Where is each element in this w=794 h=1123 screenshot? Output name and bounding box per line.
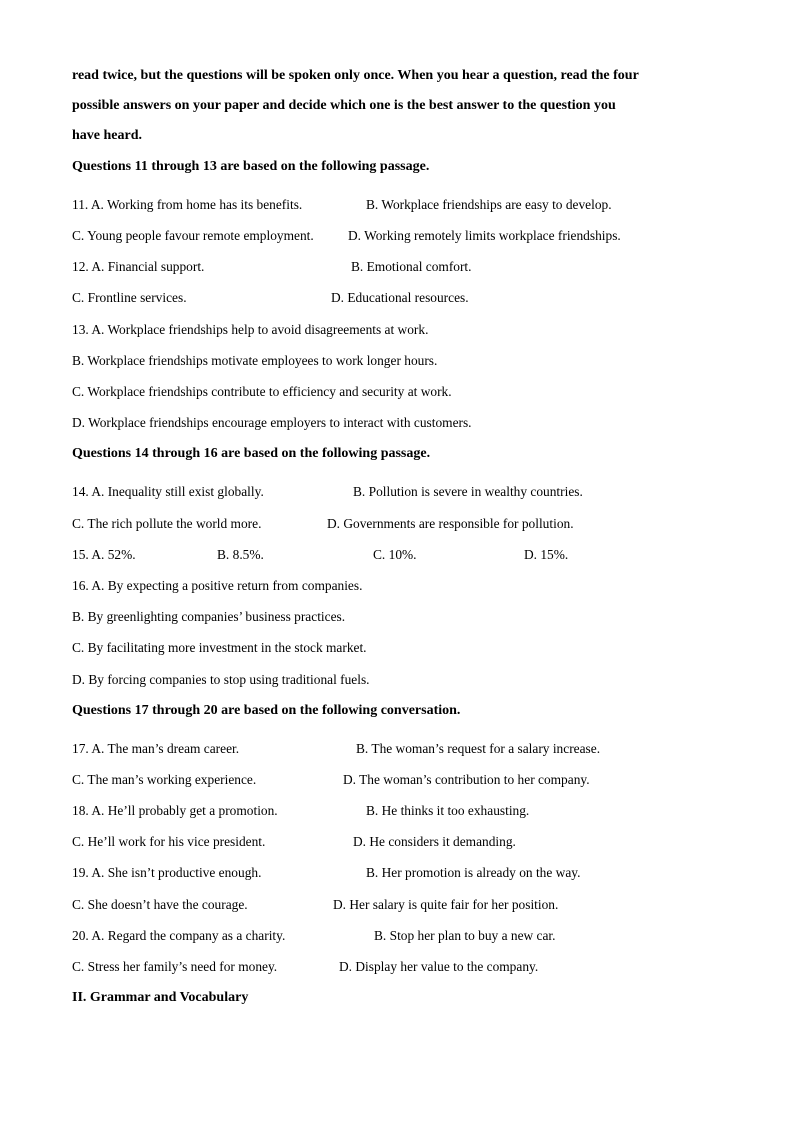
q20-option-a: 20. A. Regard the company as a charity.	[72, 928, 286, 943]
intro-line-3: have heard.	[72, 128, 142, 143]
q15-option-b: B. 8.5%.	[217, 547, 264, 562]
q18-option-a: 18. A. He’ll probably get a promotion.	[72, 803, 278, 818]
q14-option-d: D. Governments are responsible for pollution.	[327, 516, 574, 531]
q12-option-d: D. Educational resources.	[331, 290, 469, 305]
q15-option-c: C. 10%.	[373, 547, 417, 562]
q14-option-c: C. The rich pollute the world more.	[72, 516, 262, 531]
q19-option-a: 19. A. She isn’t productive enough.	[72, 865, 262, 880]
q20-option-d: D. Display her value to the company.	[339, 959, 539, 974]
q17-option-d: D. The woman’s contribution to her company.	[343, 772, 590, 787]
section-heading-14-16: Questions 14 through 16 are based on the following passage.	[72, 446, 431, 461]
q11-option-b: B. Workplace friendships are easy to develop.	[366, 197, 612, 212]
q11-option-c: C. Young people favour remote employment.	[72, 228, 314, 243]
q14-option-b: B. Pollution is severe in wealthy countries.	[353, 484, 583, 499]
q19-option-c: C. She doesn’t have the courage.	[72, 897, 248, 912]
q13-option-b: B. Workplace friendships motivate employees to work longer hours.	[72, 353, 438, 368]
q11-option-a: 11. A. Working from home has its benefits.	[72, 197, 303, 212]
q16-option-a: 16. A. By expecting a positive return from companies.	[72, 578, 363, 593]
intro-line-1: read twice, but the questions will be spoken only once. When you hear a question, read the four	[72, 68, 639, 83]
q14-option-a: 14. A. Inequality still exist globally.	[72, 484, 264, 499]
q12-option-c: C. Frontline services.	[72, 290, 187, 305]
q17-option-c: C. The man’s working experience.	[72, 772, 257, 787]
section-heading-11-13: Questions 11 through 13 are based on the following passage.	[72, 159, 430, 174]
q13-option-a: 13. A. Workplace friendships help to avoid disagreements at work.	[72, 322, 429, 337]
q12-option-a: 12. A. Financial support.	[72, 259, 205, 274]
q13-option-d: D. Workplace friendships encourage employers to interact with customers.	[72, 415, 472, 430]
section-heading-grammar: II. Grammar and Vocabulary	[72, 990, 249, 1005]
q16-option-d: D. By forcing companies to stop using traditional fuels.	[72, 672, 370, 687]
q11-option-d: D. Working remotely limits workplace friendships.	[348, 228, 621, 243]
q16-option-c: C. By facilitating more investment in the stock market.	[72, 640, 367, 655]
intro-line-2: possible answers on your paper and decide which one is the best answer to the question you	[72, 98, 616, 113]
q19-option-b: B. Her promotion is already on the way.	[366, 865, 581, 880]
q13-option-c: C. Workplace friendships contribute to efficiency and security at work.	[72, 384, 452, 399]
section-heading-17-20: Questions 17 through 20 are based on the following conversation.	[72, 703, 461, 718]
q12-option-b: B. Emotional comfort.	[351, 259, 472, 274]
q20-option-b: B. Stop her plan to buy a new car.	[374, 928, 556, 943]
q15-option-d: D. 15%.	[524, 547, 569, 562]
q18-option-c: C. He’ll work for his vice president.	[72, 834, 266, 849]
q15-option-a: 15. A. 52%.	[72, 547, 136, 562]
q16-option-b: B. By greenlighting companies’ business practices.	[72, 609, 346, 624]
q19-option-d: D. Her salary is quite fair for her position.	[333, 897, 559, 912]
q17-option-b: B. The woman’s request for a salary increase.	[356, 741, 601, 756]
q17-option-a: 17. A. The man’s dream career.	[72, 741, 240, 756]
q18-option-b: B. He thinks it too exhausting.	[366, 803, 530, 818]
q20-option-c: C. Stress her family’s need for money.	[72, 959, 278, 974]
q18-option-d: D. He considers it demanding.	[353, 834, 516, 849]
